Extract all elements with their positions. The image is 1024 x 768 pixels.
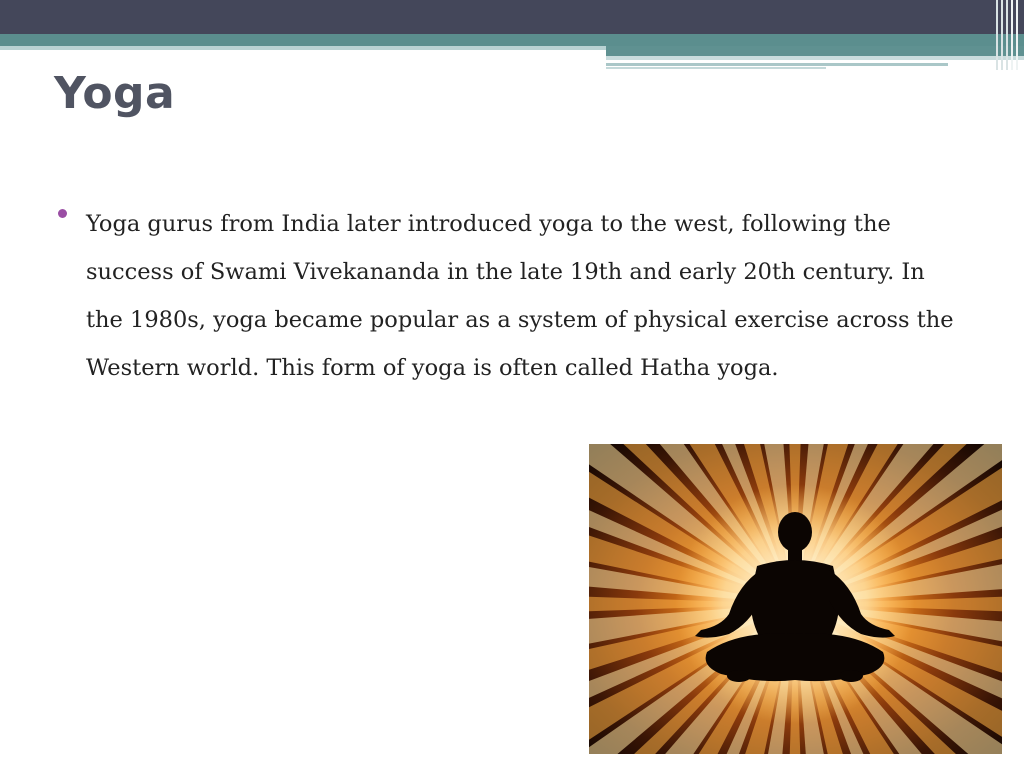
bullet-text: Yoga gurus from India later introduced yoga to the west, following the success of Swami Vivekananda in the late 19th and early 20th century. In the 1980s, yoga became popular as a system of physical exercise across the Western world. This form of yoga is often called Hatha yoga.: [86, 211, 954, 381]
header-stripes: [994, 0, 1024, 70]
header-teal-band: [0, 34, 1024, 46]
header-light-band-right: [606, 56, 1024, 60]
header-light-band-left: [0, 46, 606, 50]
header-teal-band-right: [606, 46, 1024, 56]
bullet-dot-icon: [58, 209, 67, 218]
meditation-image: [589, 444, 1002, 754]
meditation-silhouette-icon: [589, 444, 1002, 754]
header-thin-band-right-2: [606, 67, 826, 69]
header-dark-band: [0, 0, 1024, 34]
slide-title: Yoga: [54, 68, 176, 119]
header-thin-band-right: [606, 63, 948, 66]
